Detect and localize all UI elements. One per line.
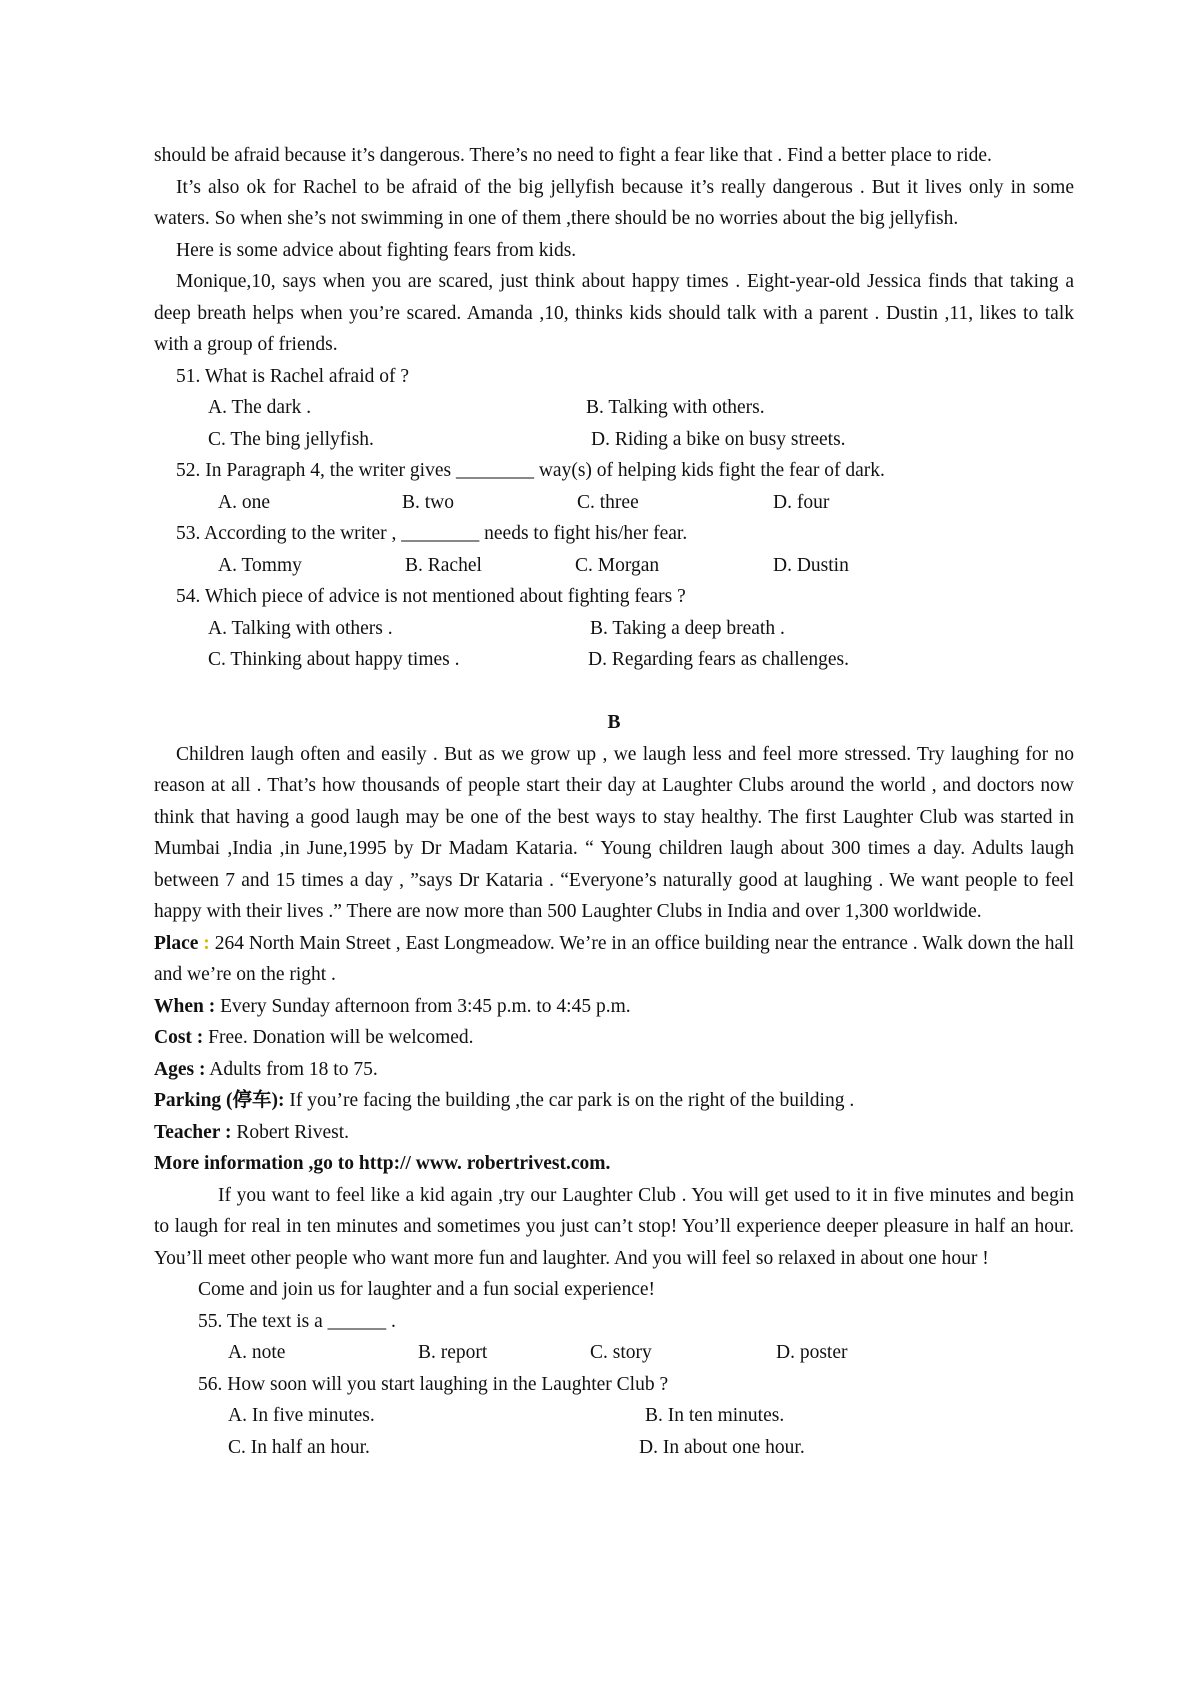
question-55-options <box>154 1337 1074 1369</box>
option-c: C. Morgan <box>575 554 660 576</box>
info-place <box>154 928 1074 991</box>
exam-page <box>154 140 1074 1463</box>
option-c: C. three <box>577 491 639 513</box>
place-text: 264 North Main Street , East Longmeadow. We’re in an office building near the entrance . Walk down the hall and we’re on the right . <box>154 932 1074 985</box>
option-c: C. Thinking about happy times . <box>208 649 460 670</box>
option-d: D. Regarding fears as challenges. <box>588 649 849 670</box>
question-51-options-row-1 <box>154 392 1074 424</box>
option-b: B. report <box>418 1342 488 1363</box>
ages-label: Ages : <box>154 1058 206 1080</box>
option-b: B. In ten minutes. <box>645 1405 785 1426</box>
info-teacher <box>154 1117 1074 1149</box>
question-56-options-row-2 <box>154 1432 1074 1464</box>
info-more <box>154 1148 1074 1180</box>
option-d: D. four <box>773 491 830 513</box>
option-a: A. one <box>218 491 270 513</box>
section-spacer <box>154 676 1074 708</box>
question-51: 51. What is Rachel afraid of ? <box>176 365 410 387</box>
question-53-options <box>154 550 1074 582</box>
closing-paragraph-1: If you want to feel like a kid again ,try our Laughter Club . You will get used to it in five minutes and begin to laugh for real in ten minutes and sometimes you just can’t stop! You’ll experience deeper pleasure in half an hour. You’ll meet other people who want more fun and laughter. And you will feel so relaxed in about one hour ! <box>154 1184 1074 1269</box>
teacher-text: Robert Rivest. <box>231 1121 349 1143</box>
option-d: D. poster <box>776 1342 848 1363</box>
cost-label: Cost : <box>154 1027 204 1048</box>
option-b: B. Taking a deep breath . <box>590 617 785 639</box>
option-b: B. Talking with others. <box>586 397 765 418</box>
question-54-options-row-1 <box>154 613 1074 645</box>
question-53: 53. According to the writer , ________ needs to fight his/her fear. <box>176 523 688 544</box>
when-label: When : <box>154 995 216 1017</box>
option-c: C. story <box>590 1342 652 1363</box>
question-56-options-row-1 <box>154 1400 1074 1432</box>
info-ages <box>154 1054 1074 1086</box>
more-info-text: More information ,go to http:// www. robertrivest.com. <box>154 1153 611 1174</box>
info-parking <box>154 1085 1074 1117</box>
closing-paragraph-2: Come and join us for laughter and a fun social experience! <box>198 1279 656 1300</box>
cost-text: Free. Donation will be welcomed. <box>203 1027 474 1048</box>
info-cost <box>154 1022 1074 1054</box>
passage-a-paragraph-3: Here is some advice about fighting fears from kids. <box>176 239 577 261</box>
section-b-intro: Children laugh often and easily . But as we grow up , we laugh less and feel more stressed. Try laughing for no reason at all . That’s how thousands of people start their day at Laughter Clubs around the world , and doctors now think that having a good laugh may be one of the best ways to stay healthy. The first Laughter Club was started in Mumbai ,India ,in June,1995 by Dr Madam Kataria. “ Young children laugh about 300 times a day. Adults laugh between 7 and 15 times a day , ”says Dr Kataria . “Everyone’s naturally good at laughing . We want people to feel happy with their lives .” There are now more than 500 Laughter Clubs in India and over 1,300 worldwide. <box>154 743 1074 922</box>
info-when <box>154 991 1074 1023</box>
question-51-options-row-2 <box>154 424 1074 456</box>
option-a: A. Tommy <box>218 554 302 576</box>
question-54: 54. Which piece of advice is not mentioned about fighting fears ? <box>176 586 686 607</box>
place-label: Place <box>154 932 199 954</box>
teacher-label: Teacher : <box>154 1121 232 1143</box>
option-d: D. Riding a bike on busy streets. <box>591 428 846 450</box>
option-a: A. note <box>228 1342 286 1363</box>
option-b: B. Rachel <box>405 554 482 576</box>
option-a: A. In five minutes. <box>228 1405 375 1426</box>
option-a: A. The dark . <box>208 397 312 418</box>
passage-a-paragraph-2: It’s also ok for Rachel to be afraid of the big jellyfish because it’s really dangerous . But it lives only in some waters. So when she’s not swimming in one of them ,there should be no worries about the big jellyfish. <box>154 176 1074 229</box>
question-55: 55. The text is a ______ . <box>198 1310 396 1332</box>
option-c: C. In half an hour. <box>228 1436 370 1458</box>
passage-a-paragraph-4: Monique,10, says when you are scared, just think about happy times . Eight-year-old Jessica finds that taking a deep breath helps when you’re scared. Amanda ,10, thinks kids should talk with a parent . Dustin ,11, likes to talk with a group of friends. <box>154 271 1074 355</box>
option-b: B. two <box>402 491 455 513</box>
place-colon: : <box>203 932 210 954</box>
section-b-heading: B <box>607 712 621 733</box>
when-text: Every Sunday afternoon from 3:45 p.m. to 4:45 p.m. <box>215 995 631 1017</box>
ages-text: Adults from 18 to 75. <box>205 1058 378 1080</box>
option-a: A. Talking with others . <box>208 617 393 639</box>
question-52-options <box>154 487 1074 519</box>
option-c: C. The bing jellyfish. <box>208 428 374 450</box>
parking-text: If you’re facing the building ,the car park is on the right of the building . <box>284 1090 855 1111</box>
option-d: D. Dustin <box>773 554 849 576</box>
option-d: D. In about one hour. <box>639 1436 805 1458</box>
passage-a-paragraph-1: should be afraid because it’s dangerous. There’s no need to fight a fear like that . Find a better place to ride. <box>154 145 992 166</box>
question-54-options-row-2 <box>154 644 1074 676</box>
question-52: 52. In Paragraph 4, the writer gives ________ way(s) of helping kids fight the fear of dark. <box>176 460 885 481</box>
question-56: 56. How soon will you start laughing in the Laughter Club ? <box>198 1373 669 1395</box>
parking-label: Parking (停车): <box>154 1090 285 1111</box>
